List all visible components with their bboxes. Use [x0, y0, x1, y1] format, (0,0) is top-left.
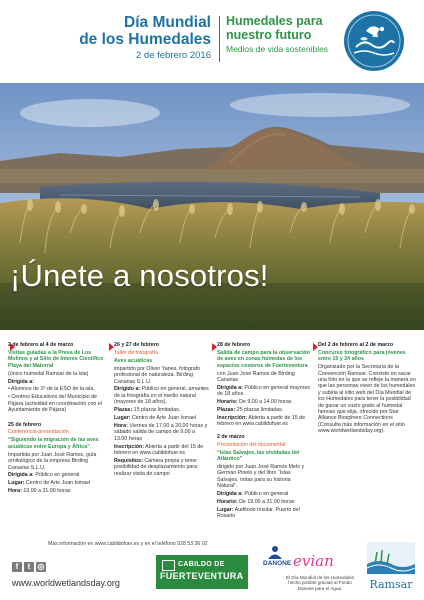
event-kind: Taller de fotografía: [114, 349, 158, 356]
theme-line-2: nuestro futuro: [226, 28, 312, 42]
wetlands-day-emblem-icon: [342, 9, 406, 73]
twitter-icon[interactable]: t: [24, 562, 34, 572]
danone-child-icon: [266, 545, 284, 559]
event-kind: Presentación del documental: [217, 441, 286, 448]
evian-logo: evian: [293, 552, 334, 570]
cabildo-label: CABILDO DE: [178, 561, 225, 568]
website-link[interactable]: www.worldwetlandsday.org: [12, 578, 120, 588]
event-desc: con Juan José Ramos de Birding Canarias: [217, 370, 295, 384]
sponsor-note: El Día Mundial de los Humedales hecho posible gracias al Fondo Danone para el Agua.: [286, 575, 354, 591]
event-detail: De 19.00 a 21.00 horas: [239, 499, 295, 506]
event-detail: Abierta a partir de 15 de febrero en www.cabildofuer.es: [217, 415, 306, 428]
event-label: Horario:: [217, 499, 238, 506]
event-title: “Siguiendo la migración de las aves acuáticas entre Europa y África”: [8, 437, 99, 450]
ramsar-label: Ramsar: [369, 578, 413, 591]
event-label: Dirigida a:: [217, 491, 243, 498]
page-title: [0, 14, 211, 48]
event-label: Lugar:: [217, 506, 234, 513]
event-detail: 19.00 a 21.00 horas: [23, 488, 71, 495]
event-desc: impartido por Oliver Yanes, fotógrafo profesional de naturaleza. Birding Canarias S.L.U.: [114, 365, 201, 385]
contact-info: Más información en www.cabildofuer.es y en el teléfono 928 53 36 02: [48, 541, 208, 547]
event-title: “Islas Salvajes, las olvidadas del Atlántico”: [217, 449, 300, 463]
facebook-icon[interactable]: f: [12, 562, 22, 572]
event-label: Dirigida a:: [8, 378, 34, 385]
event-date: 26 y 27 de febrero: [114, 342, 160, 348]
event-label: Plazas:: [217, 407, 236, 414]
event-label: Hora:: [114, 422, 128, 429]
event-label: Inscripción:: [114, 443, 145, 450]
header-left: [0, 14, 211, 61]
theme-line-1: Humedales para: [226, 14, 323, 28]
ramsar-logo: [367, 542, 415, 590]
theme-title: [226, 14, 336, 42]
event-date: 28 de febrero: [217, 342, 251, 348]
event-label: Requisitos:: [114, 458, 143, 464]
event-detail: • Centros Educativos del Municipio de Pájara (actividad en coordinación con el Ayuntamiento de Pájara): [8, 394, 102, 414]
event-detail: Público en general: [244, 491, 289, 498]
event-date: 2 de febrero 2016: [135, 50, 211, 61]
events-column-1: [8, 342, 106, 496]
event-detail: Abierta a partir del 15 de febrero en www.cabildofuer.es: [114, 443, 204, 457]
ramsar-wetland-icon: [367, 542, 415, 574]
event-desc: Impartida por Juan José Ramos, guía ornitológico de la empresa Birding Canarias S.L.U.: [8, 451, 97, 471]
event-date: 2 de febrero al 4 de marzo: [8, 342, 74, 348]
event-date: 25 de febrero: [8, 421, 42, 428]
header-right: [226, 14, 336, 54]
theme-subtitle: Medios de vida sostenibles: [226, 44, 329, 54]
social-links: [12, 556, 48, 574]
event-kind: Conferencia-presentación: [8, 429, 69, 436]
event-label: Dirigida a:: [8, 472, 34, 479]
danone-logo: DANONE: [263, 560, 292, 567]
event-detail: 15 plazas limitadas.: [133, 407, 181, 414]
event-label: Horario:: [217, 399, 238, 406]
event-date: 2 de marzo: [217, 433, 245, 440]
event-detail: Auditorio Insular. Puerto del Rosario: [217, 506, 300, 520]
cabildo-name: FUERTEVENTURA: [160, 571, 244, 581]
events-column-4: [318, 342, 416, 436]
event-detail: Público en general, amantes de la fotografía en el medio natural (mayores de 18 años).: [114, 386, 209, 406]
event-label: Lugar:: [114, 415, 131, 422]
event-label: Inscripción:: [217, 415, 248, 422]
events-column-3: [217, 342, 312, 521]
event-detail: 25 plazas limitadas.: [236, 407, 284, 414]
event-label: Plazas:: [114, 407, 133, 414]
event-desc: Organizado por la Secretaría de la Convención Ramsar. Consiste en sacar una foto en la que se refleje la manera en que las personas viven de los humedales y subirla al sitio web del Día Mundial de los Humedales para tener la posibilidad de ganar un vuelo gratis al humedal famoso que elija, ofrecido por Star Alliance Biosphere Connections (Consulta más información en el sitio www.worldwetlandsday.org).: [318, 364, 416, 435]
event-label: Lugar:: [8, 480, 25, 487]
event-detail: Centro de Arte Juan Ismael: [25, 480, 91, 487]
event-detail: Cámara propia y tener posibilidad de desplazamiento para realizar visita de campo: [114, 458, 198, 477]
event-desc: dirigido por Juan José Ramos Melo y Germán Pinelo y del libro “Islas Salvajes, notas para su historia Natural”.: [217, 464, 305, 490]
event-detail: Público en general mayores de 18 años.: [217, 384, 311, 398]
event-detail: Centro de Arte Juan Ismael: [131, 415, 197, 422]
event-title: Salida de campo para la observación de aves en zonas húmedas de los espacios costeros de Fuerteventura: [217, 349, 311, 369]
shield-icon: [162, 560, 175, 571]
event-date: Del 2 de febrero al 2 de marzo: [318, 342, 394, 348]
event-title: Aves acuáticas: [114, 357, 153, 364]
events-column-2: [114, 342, 209, 479]
header-divider: [219, 16, 220, 62]
event-detail: De 9.00 a 14.00 horas: [239, 399, 292, 406]
event-title: Concurso fotográfico para jóvenes entre 15 y 24 años: [318, 349, 406, 363]
event-detail: Público en general: [35, 472, 80, 479]
event-label: Dirigida a:: [217, 384, 243, 391]
event-note: (único humedal Ramsar de la isla): [8, 370, 89, 377]
event-title: Visitas guiadas a la Presa de Los Molinos y al Sitio de Interés Científico Playa del Matorral: [8, 349, 104, 369]
event-detail: Viernes de 17.00 a 20.00 horas y sábado salida de campo de 9.00 a 13.00 horas: [114, 422, 208, 442]
event-detail: • Alumnos de 1º de la ESO de la isla.: [8, 386, 95, 393]
cabildo-logo: [156, 555, 248, 589]
event-label: Hora:: [8, 488, 22, 495]
title-line-2: de los Humedales: [79, 31, 211, 48]
event-label: Dirigido a:: [114, 386, 141, 393]
slogan-headline: ¡Únete a nosotros!: [10, 258, 269, 293]
instagram-icon[interactable]: ◎: [37, 562, 45, 571]
title-line-1: Día Mundial: [124, 14, 211, 31]
